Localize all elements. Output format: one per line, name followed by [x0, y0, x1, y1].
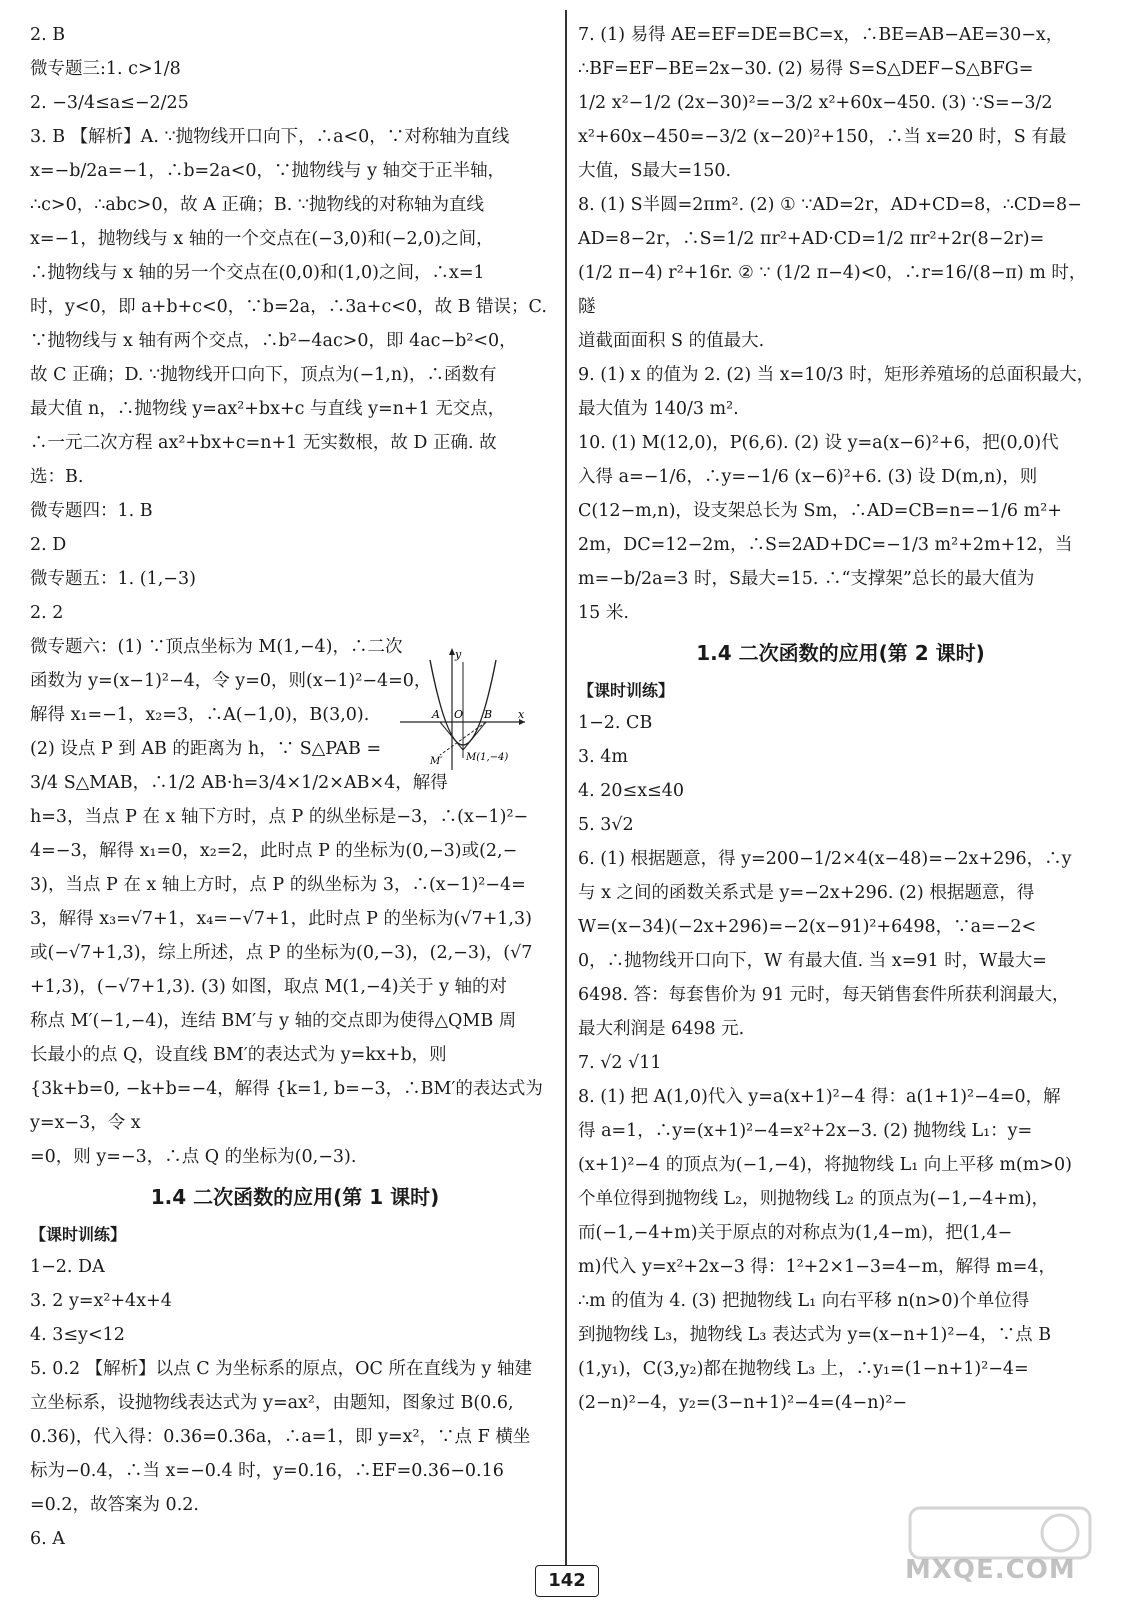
- answer-line: 大值，S最大=150.: [578, 161, 732, 181]
- answer-line: x=−b/2a=−1，∴b=2a<0，∵抛物线与 y 轴交于正半轴，: [30, 161, 506, 181]
- label-y: y: [455, 648, 462, 661]
- answer-line: ∴BF=EF−BE=2x−30. (2) 易得 S=S△DEF−S△BFG=: [578, 59, 1034, 79]
- answer-line: ∴c>0，∴abc>0，故 A 正确；B. ∵抛物线的对称轴为直线: [30, 195, 484, 215]
- answer-line: 7. (1) 易得 AE=EF=DE=BC=x，∴BE=AB−AE=30−x，: [578, 25, 1064, 45]
- label-m: M(1,−4): [466, 752, 509, 763]
- answer-line: 4=−3，解得 x₁=0，x₂=2，此时点 P 的坐标为(0,−3)或(2,−: [30, 841, 518, 861]
- answer-line: 7. √2 √11: [578, 1053, 662, 1073]
- answer-line: 4. 20≤x≤40: [578, 781, 684, 801]
- answer-line: 最大利润是 6498 元.: [578, 1019, 745, 1039]
- answer-line: 微专题四：1. B: [30, 501, 153, 521]
- answer-line: 或(−√7+1,3)，综上所述，点 P 的坐标为(0,−3)，(2,−3)，(√7: [30, 943, 533, 963]
- answer-line: 与 x 之间的函数关系式是 y=−2x+296. (2) 根据题意，得: [578, 883, 1035, 903]
- answer-line: 微专题三:1. c>1/8: [30, 59, 181, 79]
- answer-line: (2) 设点 P 到 AB 的距离为 h，∵ S△PAB =: [30, 739, 382, 759]
- answer-line: 3，解得 x₃=√7+1，x₄=−√7+1，此时点 P 的坐标为(√7+1,3): [30, 909, 532, 929]
- answer-line: {3k+b=0, −k+b=−4，解得 {k=1, b=−3，∴BM′的表达式为 y=x−3，令 x: [30, 1079, 543, 1133]
- answer-line: +1,3)，(−√7+1,3). (3) 如图，取点 M(1,−4)关于 y 轴的对: [30, 977, 508, 997]
- answer-line: 微专题五：1. (1,−3): [30, 569, 196, 589]
- answer-line: (x+1)²−4 的顶点为(−1,−4)，将抛物线 L₁ 向上平移 m(m>0): [578, 1155, 1072, 1175]
- answer-line: 2. 2: [30, 603, 64, 623]
- answer-line: ∵抛物线与 x 轴有两个交点，∴b²−4ac>0，即 4ac−b²<0，: [30, 331, 517, 351]
- answer-line: ∴抛物线与 x 轴的另一个交点在(0,0)和(1,0)之间，∴x=1: [30, 263, 485, 283]
- answer-line: ∴一元二次方程 ax²+bx+c=n+1 无实数根，故 D 正确. 故: [30, 433, 497, 453]
- answer-line: 8. (1) 把 A(1,0)代入 y=a(x+1)²−4 得：a(1+1)²−4=0，解: [578, 1087, 1061, 1107]
- answer-line: 0，∴抛物线开口向下，W 有最大值. 当 x=91 时，W最大=: [578, 951, 1047, 971]
- answer-line: 5. 3√2: [578, 815, 634, 835]
- answer-line: 4. 3≤y<12: [30, 1325, 125, 1345]
- answer-line: 3/4 S△MAB，∴1/2 AB·h=3/4×1/2×AB×4，解得: [30, 773, 448, 793]
- label-o: O: [454, 708, 464, 721]
- answer-line: 1/2 x²−1/2 (2x−30)²=−3/2 x²+60x−450. (3) ∵S=−3/2: [578, 93, 1053, 113]
- answer-line: 到抛物线 L₃，抛物线 L₃ 表达式为 y=(x−n+1)²−4，∵点 B: [578, 1325, 1052, 1345]
- answer-line: 个单位得到抛物线 L₂，则抛物线 L₂ 的顶点为(−1,−4+m)，: [578, 1189, 1050, 1209]
- answer-line: 1−2. CB: [578, 713, 653, 733]
- answer-line: 立坐标系，设抛物线表达式为 y=ax²，由题知，图象过 B(0.6,: [30, 1393, 514, 1413]
- answer-line: 时，y<0，即 a+b+c<0，∵b=2a，∴3a+c<0，故 B 错误；C.: [30, 297, 547, 317]
- answer-line: 故 C 正确；D. ∵抛物线开口向下，顶点为(−1,n)，∴函数有: [30, 365, 497, 385]
- answer-line: 5. 0.2 【解析】以点 C 为坐标系的原点，OC 所在直线为 y 轴建: [30, 1359, 532, 1379]
- answer-line: 2. D: [30, 535, 67, 555]
- answer-line: 3. 2 y=x²+4x+4: [30, 1291, 172, 1311]
- answer-line: 道截面面积 S 的值最大.: [578, 331, 765, 351]
- answer-line: 最大值为 140/3 m².: [578, 399, 739, 419]
- answer-line: 0.36)，代入得：0.36=0.36a，∴a=1，即 y=x²，∵点 F 横坐: [30, 1427, 531, 1447]
- answer-line: 2. B: [30, 25, 66, 45]
- answer-line: 2m，DC=12−2m，∴S=2AD+DC=−1/3 m²+2m+12，当: [578, 535, 1073, 555]
- answer-line: (1/2 π−4) r²+16r. ② ∵ (1/2 π−4)<0，∴r=16/(8−π) m 时，隧: [578, 263, 1087, 317]
- answer-line: 选：B.: [30, 467, 84, 487]
- label-m-prime: M′: [430, 756, 443, 767]
- segment-bm: [463, 722, 486, 750]
- answer-line: W=(x−34)(−2x+296)=−2(x−91)²+6498，∵a=−2<: [578, 917, 1037, 937]
- answer-line: AD=8−2r，∴S=1/2 πr²+AD·CD=1/2 πr²+2r(8−2r)=: [578, 229, 1045, 249]
- answer-line: 2. −3/4≤a≤−2/25: [30, 93, 189, 113]
- answer-line: 8. (1) S半圆=2πm². (2) ① ∵AD=2r，AD+CD=8，∴CD=8−: [578, 195, 1082, 215]
- answer-line: 6498. 答：每套售价为 91 元时，每天销售套件所获利润最大，: [578, 985, 1070, 1005]
- label-b: B: [484, 708, 493, 721]
- answer-line: h=3，当点 P 在 x 轴下方时，点 P 的纵坐标是−3，∴(x−1)²−: [30, 807, 529, 827]
- left-column: [30, 18, 560, 1556]
- section-tag: 【课时训练】: [578, 681, 675, 700]
- answer-line: 3. 4m: [578, 747, 628, 767]
- answer-line: 6. A: [30, 1529, 65, 1549]
- watermark-text: MXQE.COM: [905, 1555, 1076, 1585]
- answer-line: x=−1，抛物线与 x 轴的一个交点在(−3,0)和(−2,0)之间，: [30, 229, 494, 249]
- answer-line: m)代入 y=x²+2x−3 得：1²+2×1−3=4−m，解得 m=4，: [578, 1257, 1056, 1277]
- answer-line: 入得 a=−1/6，∴y=−1/6 (x−6)²+6. (3) 设 D(m,n)，则: [578, 467, 1038, 487]
- answer-line: 6. (1) 根据题意，得 y=200−1/2×4(x−48)=−2x+296，∴y: [578, 849, 1072, 869]
- answer-line: 3. B 【解析】A. ∵抛物线开口向下，∴a<0，∵对称轴为直线: [30, 127, 510, 147]
- section-heading: 1.4 二次函数的应用(第 1 课时): [150, 1185, 440, 1209]
- answer-line: 函数为 y=(x−1)²−4，令 y=0，则(x−1)²−4=0，: [30, 671, 432, 691]
- answer-line: 称点 M′(−1,−4)，连结 BM′与 y 轴的交点即为使得△QMB 周: [30, 1011, 517, 1031]
- answer-line: C(12−m,n)，设支架总长为 Sm，∴AD=CB=n=−1/6 m²+: [578, 501, 1062, 521]
- section-tag: 【课时训练】: [30, 1225, 127, 1244]
- answer-line: =0.2，故答案为 0.2.: [30, 1495, 199, 1515]
- answer-line: (1,y₁)，C(3,y₂)都在抛物线 L₃ 上，∴y₁=(1−n+1)²−4=: [578, 1359, 1029, 1379]
- answer-line: 1−2. DA: [30, 1257, 105, 1277]
- answer-line: m=−b/2a=3 时，S最大=15. ∴“支撑架”总长的最大值为: [578, 569, 1035, 589]
- answer-line: 最大值 n，∴抛物线 y=ax²+bx+c 与直线 y=n+1 无交点，: [30, 399, 506, 419]
- answer-line: =0，则 y=−3，∴点 Q 的坐标为(0,−3).: [30, 1147, 357, 1167]
- answer-line: 标为−0.4，∴当 x=−0.4 时，y=0.16，∴EF=0.36−0.16: [30, 1461, 504, 1481]
- answer-line: 3)，当点 P 在 x 轴上方时，点 P 的纵坐标为 3，∴(x−1)²−4=: [30, 875, 526, 895]
- answer-line: 长最小的点 Q，设直线 BM′的表达式为 y=kx+b，则: [30, 1045, 447, 1065]
- label-a: A: [432, 708, 440, 721]
- parabola-figure: [400, 640, 530, 770]
- answer-line: 9. (1) x 的值为 2. (2) 当 x=10/3 时，矩形养殖场的总面积最大，: [578, 365, 1095, 385]
- answer-line: ∴m 的值为 4. (3) 把抛物线 L₁ 向右平移 n(n>0)个单位得: [578, 1291, 1030, 1311]
- label-x: x: [518, 708, 525, 721]
- answer-line: x²+60x−450=−3/2 (x−20)²+150，∴当 x=20 时，S 有最: [578, 127, 1067, 147]
- page-number: 142: [535, 1565, 599, 1597]
- answer-line: 解得 x₁=−1，x₂=3，∴A(−1,0)，B(3,0).: [30, 705, 370, 725]
- section-heading: 1.4 二次函数的应用(第 2 课时): [696, 641, 985, 665]
- column-divider: [565, 10, 567, 1565]
- right-column: [578, 18, 1103, 1420]
- answer-line: (2−n)²−4，y₂=(3−n+1)²−4=(4−n)²−: [578, 1393, 907, 1413]
- answer-line: 15 米.: [578, 603, 629, 623]
- answer-line: 10. (1) M(12,0)，P(6,6). (2) 设 y=a(x−6)²+6，把(0,0)代: [578, 433, 1059, 453]
- answer-line: 微专题六：(1) ∵顶点坐标为 M(1,−4)，∴二次: [30, 637, 403, 657]
- answer-line: 而(−1,−4+m)关于原点的对称点为(1,4−m)，把(1,4−: [578, 1223, 1013, 1243]
- answer-line: 得 a=1，∴y=(x+1)²−4=x²+2x−3. (2) 抛物线 L₁：y=: [578, 1121, 1033, 1141]
